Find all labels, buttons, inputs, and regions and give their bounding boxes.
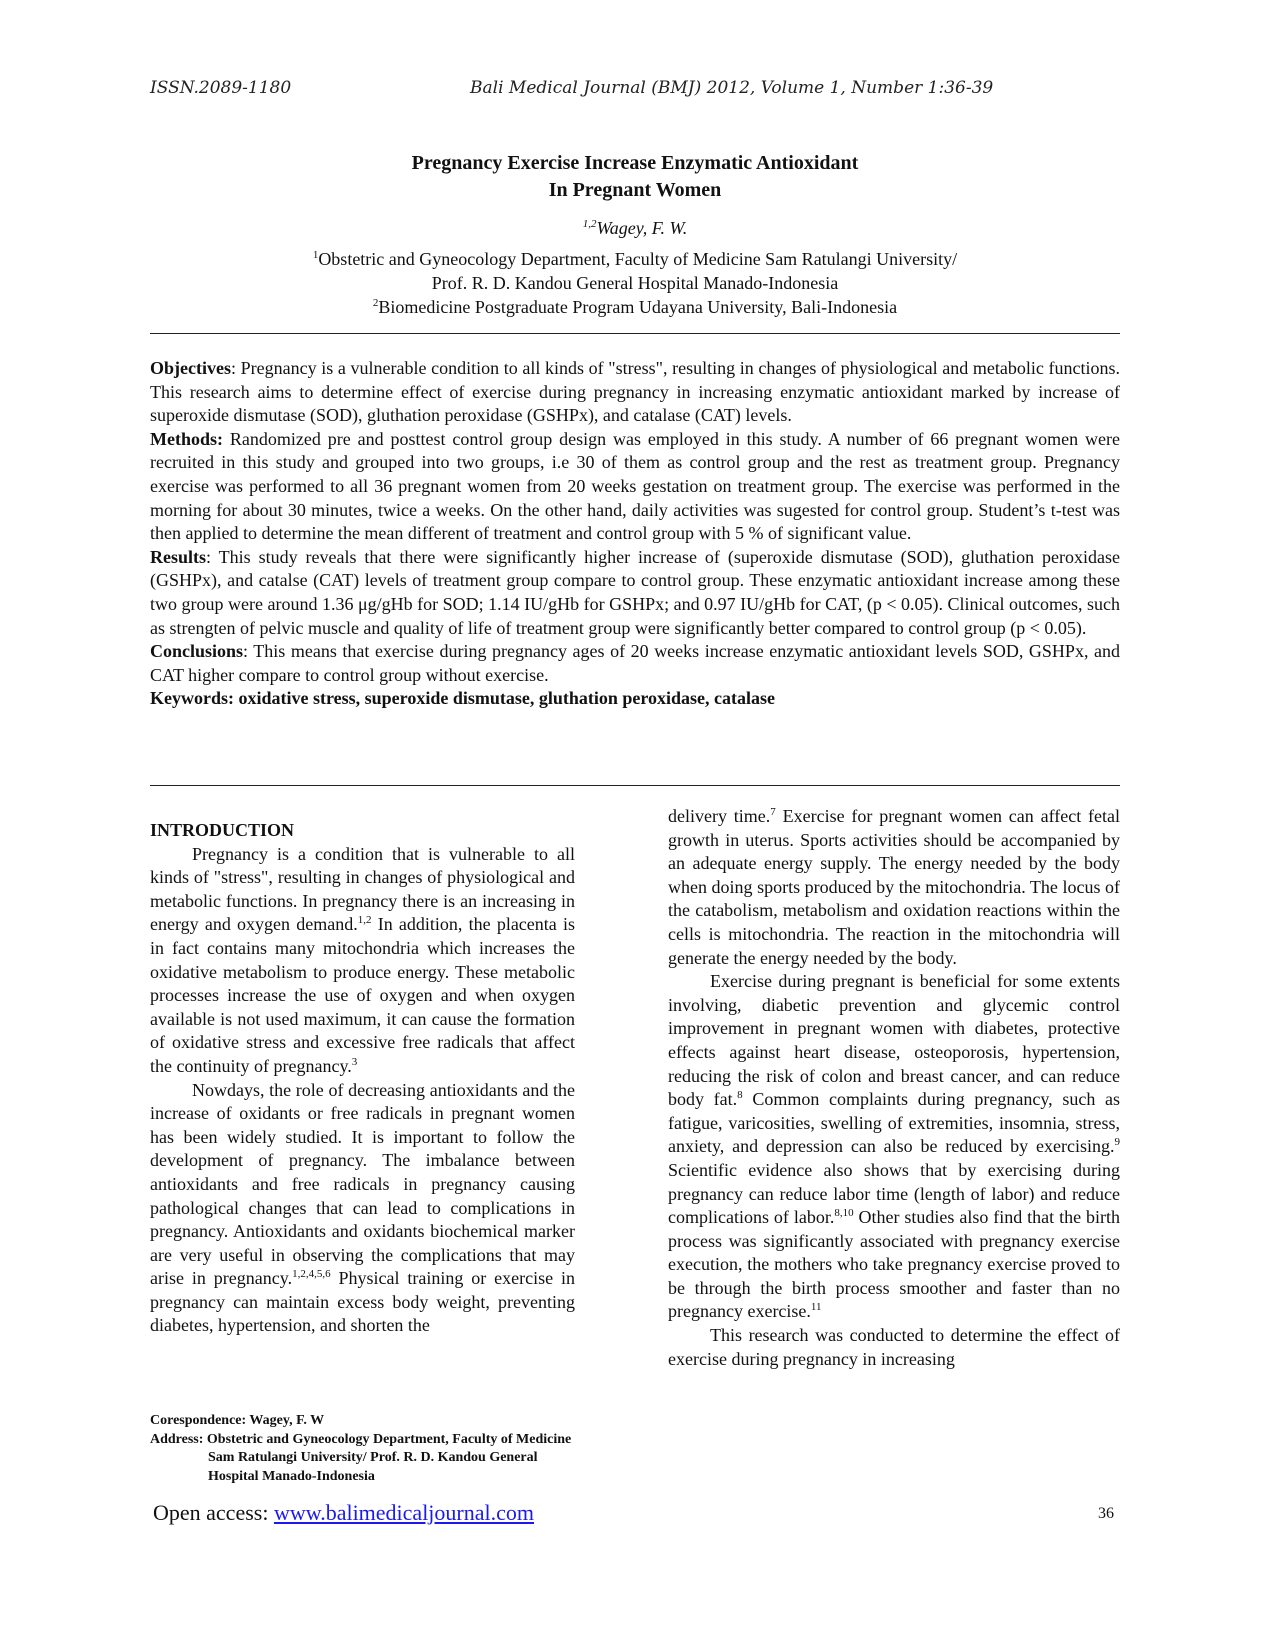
page-number: 36 [1098,1505,1114,1522]
introduction-heading: INTRODUCTION [150,820,295,840]
citation-sup: 9 [1114,1136,1120,1149]
author-sup: 1,2 [582,218,597,230]
results-text: : This study reveals that there were significantly higher increase of (superoxide dismutase (SOD), gluthation peroxidase (GSHPx), and catalse (CAT) levels of treatment group compare to control group. These enzymatic antioxidant increase among these two group were around 1.36 μg/gHb for SOD; 1.14 IU/gHb for GSHPx; and 0.97 IU/gHb for CAT, (p < 0.05). Clinical outcomes, such as strengten of pelvic muscle and quality of life of treatment group were significantly better compared to control group (p < 0.05). [150,546,1120,638]
citation-sup: 8,10 [834,1207,854,1220]
text-run: Exercise during pregnant is beneficial for some extents involving, diabetic prevention and glycemic control improvement in pregnant women with diabetes, protective effects against heart disease, osteoporosis, hypertension, reducing the risk of colon and breast cancer, and can reduce body fat. [668,971,1120,1110]
text-run: Other studies also find that the birth process was significantly associated with pregnancy exercise execution, the mothers who take pregnancy exercise proved to be through the birth process smoother and faster than no pregnancy exercise. [668,1207,1121,1322]
bottom-divider [150,785,1120,786]
footer [153,1500,534,1526]
citation-sup: 8 [737,1089,743,1102]
conclusions-label: Conclusions [150,641,244,662]
text-run: Pregnancy is a condition that is vulnerable to all kinds of "stress", resulting in changes of physiological and metabolic functions. In pregnancy there is an increasing in energy and oxygen demand. [150,843,575,935]
title-line-2: In Pregnant Women [548,179,722,201]
affiliation-sup-2: 2 [372,297,379,309]
affiliation-2 [150,295,1120,319]
affiliation-1 [150,247,1120,271]
text-run: Nowdays, the role of decreasing antioxidants and the increase of oxidants or free radicals in pregnant women has been widely studied. It is important to follow the development of pregnancy. The imbalance between antioxidants and free radicals in pregnancy causing pathological changes that can lead to complications in pregnancy. Antioxidants and oxidants biochemical marker are very useful in observing the complications that may arise in pregnancy. [150,1079,575,1289]
title-block [150,150,1120,319]
title-line-1: Pregnancy Exercise Increase Enzymatic Antioxidant [411,152,859,174]
affiliation-2-text: Biomedicine Postgraduate Program Udayana University, Bali-Indonesia [378,297,898,317]
journal-citation: Bali Medical Journal (BMJ) 2012, Volume 1, Number 1:36-39 [470,78,994,98]
text-run: Physical training or exercise in pregnancy can maintain excess body weight, preventing diabetes, hypertension, and shorten the [150,1268,575,1336]
text-run: delivery time. [668,806,771,826]
correspondence-address: Address: Obstetric and Gyneocology Department, Faculty of Medicine Sam Ratulangi University/ Prof. R. D. Kandou General Hospital Manado-Indonesia [150,1431,572,1484]
affiliation-1-line-2: Prof. R. D. Kandou General Hospital Manado-Indonesia [431,273,839,293]
methods-label: Methods: [150,428,223,449]
objectives-label: Objectives [150,358,231,378]
methods-text: Randomized pre and posttest control group design was employed in this study. A number of 66 pregnant women were recruited in this study and grouped into two groups, i.e 30 of them as control group and the rest as treatment group. Pregnancy exercise was performed to all 36 pregnant women from 20 weeks gestation on treatment group. The exercise was performed in the morning for about 30 minutes, twice a weeks. On the other hand, daily activities was sugested for control group. Student’s t-test was then applied to determine the mean different of treatment and control group with 5 % of significant value. [150,428,1120,544]
abstract-methods [150,428,1120,546]
author-name: Wagey, F. W. [596,218,688,238]
abstract [150,357,1120,711]
right-paragraph-3: This research was conducted to determine the effect of exercise during pregnancy in increasing [668,1325,1120,1369]
correspondence [150,1412,590,1486]
intro-paragraph-2 [150,1079,575,1339]
top-divider [150,333,1120,334]
running-header [150,78,1120,104]
open-access-label: Open access: [153,1500,274,1525]
citation-sup: 1,2,4,5,6 [292,1268,331,1281]
issn: ISSN.2089-1180 [150,78,292,98]
correspondence-name: Corespondence: Wagey, F. W [150,1413,325,1428]
affiliations [150,247,1120,319]
citation-sup: 7 [770,806,776,818]
author [150,218,1120,239]
right-paragraph-2 [668,970,1120,1324]
intro-paragraph-1 [150,843,575,1079]
text-run: Exercise for pregnant women can affect fetal growth in uterus. Sports activities should be accompanied by an adequate energy supply. The energy needed by the body when doing sports produced by the mitochondria. The locus of the catabolism, metabolism and oxidation reactions within the cells is mitochondria. The reaction in the mitochondria will generate the energy needed by the body. [668,806,1121,968]
right-paragraph-1 [668,805,1120,970]
text-run: Common complaints during pregnancy, such as fatigue, varicosities, swelling of extremities, insomnia, stress, anxiety, and depression can also be reduced by exercising. [668,1089,1121,1157]
objectives-text: : Pregnancy is a vulnerable condition to all kinds of "stress", resulting in changes of physiological and metabolic functions. This research aims to determine effect of exercise during pregnancy in increasing enzymatic antioxidant marked by increase of superoxide dismutase (SOD), gluthation peroxidase (GSHPx), and catalase (CAT) levels. [150,358,1120,426]
journal-website-link[interactable]: www.balimedicaljournal.com [273,1500,534,1525]
citation-sup: 1,2 [357,914,372,927]
left-column [150,819,575,1338]
citation-sup: 3 [351,1055,358,1068]
results-label: Results [150,546,207,567]
right-column [668,805,1120,1371]
affiliation-1-line-1: Obstetric and Gyneocology Department, Faculty of Medicine Sam Ratulangi University/ [318,249,958,269]
article-title [150,150,1120,204]
abstract-objectives [150,357,1120,428]
keywords-text: Keywords: oxidative stress, superoxide dismutase, gluthation peroxidase, catalase [150,688,776,709]
abstract-conclusions [150,640,1120,687]
abstract-results [150,546,1120,640]
affiliation-sup-1: 1 [312,249,319,261]
conclusions-text: : This means that exercise during pregnancy ages of 20 weeks increase enzymatic antioxidant levels SOD, GSHPx, and CAT higher compare to control group without exercise. [150,641,1120,685]
citation-sup: 11 [810,1301,822,1314]
keywords [150,687,1120,711]
text-run: In addition, the placenta is in fact contains many mitochondria which increases the oxidative metabolism to produce energy. These metabolic processes increase the use of oxygen and when oxygen available is not used maximum, it can cause the formation of oxidative stress and excessive free radicals that affect the continuity of pregnancy. [150,914,575,1076]
text-run: Scientific evidence also shows that by exercising during pregnancy can reduce labor time (length of labor) and reduce complications of labor. [668,1159,1120,1228]
